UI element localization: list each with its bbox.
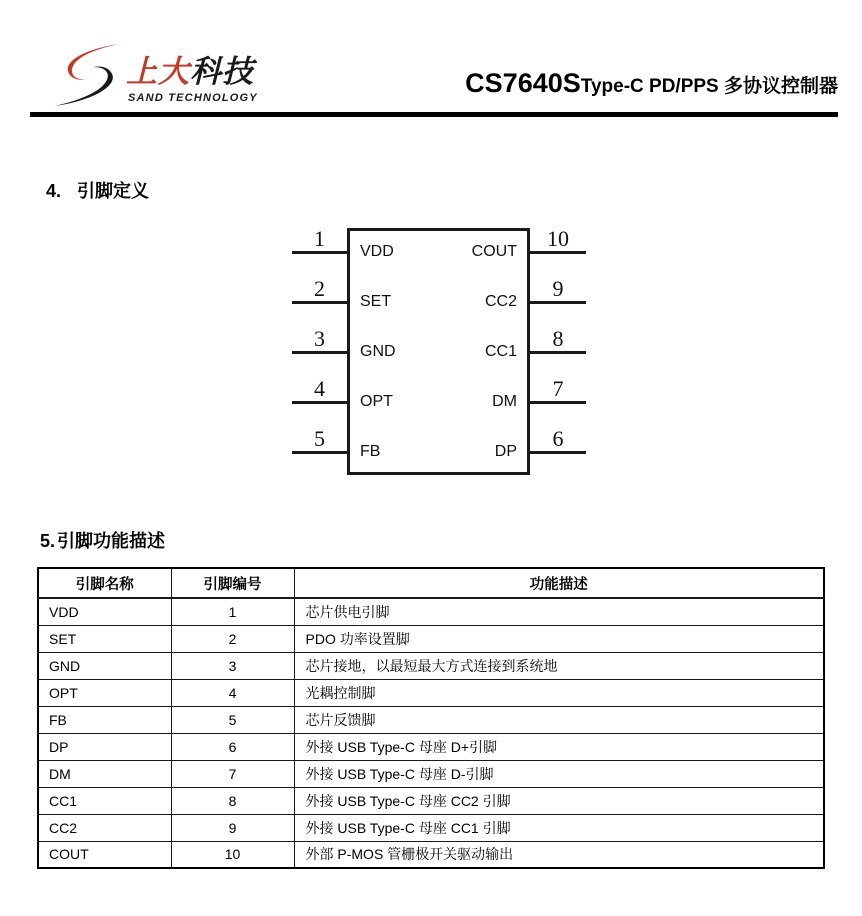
pin-description-cell: 芯片供电引脚 xyxy=(294,598,824,625)
pin-label: SET xyxy=(360,293,392,310)
pin-number: 9 xyxy=(552,276,564,301)
table-row xyxy=(38,679,824,706)
pin-label: COUT xyxy=(471,243,517,260)
section-number: 4. xyxy=(46,181,62,201)
pin-label: FB xyxy=(360,443,381,460)
company-logo xyxy=(50,42,350,108)
section-title: 引脚功能描述 xyxy=(57,531,166,551)
logo-cn-red: 上大 xyxy=(126,54,190,89)
pin-number: 7 xyxy=(552,376,564,401)
pin-description-cell: 外接 USB Type-C 母座 D-引脚 xyxy=(294,760,824,787)
doc-title xyxy=(465,68,838,99)
pin-number-cell: 8 xyxy=(171,787,294,814)
table-row xyxy=(38,733,824,760)
logo-s-icon xyxy=(50,42,132,108)
pin-description-cell: 外接 USB Type-C 母座 D+引脚 xyxy=(294,733,824,760)
pin-description-cell: 光耦控制脚 xyxy=(294,679,824,706)
pin-number: 8 xyxy=(552,326,564,351)
pin-label: CC2 xyxy=(484,293,517,310)
table-row xyxy=(38,598,824,625)
pin-number-cell: 5 xyxy=(171,706,294,733)
pin-lead xyxy=(292,251,347,254)
pin-function-table xyxy=(37,567,825,869)
doc-subtitle: Type-C PD/PPS 多协议控制器 xyxy=(580,76,838,97)
table-row xyxy=(38,706,824,733)
table-row xyxy=(38,814,824,841)
pin-number-cell: 10 xyxy=(171,841,294,868)
pin-description-cell: 外接 USB Type-C 母座 CC2 引脚 xyxy=(294,787,824,814)
pin-lead xyxy=(292,451,347,454)
pin-name-cell: CC1 xyxy=(38,787,171,814)
col-header-pin-name: 引脚名称 xyxy=(38,568,171,598)
section-number: 5. xyxy=(40,531,56,551)
col-header-pin-number: 引脚编号 xyxy=(171,568,294,598)
pin-label: DP xyxy=(494,443,517,460)
pin-name-cell: VDD xyxy=(38,598,171,625)
pin-number-cell: 9 xyxy=(171,814,294,841)
pin-number-cell: 2 xyxy=(171,625,294,652)
table-row xyxy=(38,841,824,868)
pin-number: 1 xyxy=(314,226,325,251)
table-header-row xyxy=(38,568,824,598)
table-row xyxy=(38,652,824,679)
pin-name-cell: FB xyxy=(38,706,171,733)
logo-en-text: SAND TECHNOLOGY xyxy=(128,92,258,104)
table-row xyxy=(38,625,824,652)
pin-number: 3 xyxy=(314,326,325,351)
logo-cn-text xyxy=(126,56,254,87)
pin-lead xyxy=(530,301,586,304)
pin-name-cell: SET xyxy=(38,625,171,652)
pin-description-cell: PDO 功率设置脚 xyxy=(294,625,824,652)
pin-label: GND xyxy=(360,343,396,360)
pin-number: 4 xyxy=(314,376,325,401)
pin-name-cell: GND xyxy=(38,652,171,679)
pin-number: 5 xyxy=(314,426,325,451)
pin-lead xyxy=(292,351,347,354)
pin-lead xyxy=(530,451,586,454)
header-rule xyxy=(30,112,838,117)
section-pin-function-heading xyxy=(40,527,165,553)
pin-number-cell: 1 xyxy=(171,598,294,625)
logo-cn-black: 科技 xyxy=(190,54,254,89)
table-row xyxy=(38,760,824,787)
pin-name-cell: DP xyxy=(38,733,171,760)
pin-name-cell: COUT xyxy=(38,841,171,868)
pin-label: OPT xyxy=(360,393,393,410)
pin-number-cell: 6 xyxy=(171,733,294,760)
pin-description-cell: 芯片接地，以最短最大方式连接到系统地 xyxy=(294,652,824,679)
pin-name-cell: OPT xyxy=(38,679,171,706)
pin-lead xyxy=(292,301,347,304)
section-title: 引脚定义 xyxy=(77,181,150,201)
pin-description-cell: 芯片反馈脚 xyxy=(294,706,824,733)
col-header-pin-description: 功能描述 xyxy=(294,568,824,598)
pin-number: 10 xyxy=(547,226,569,251)
pin-label: VDD xyxy=(360,243,394,260)
pin-number: 6 xyxy=(552,426,564,451)
section-pin-definition-heading xyxy=(46,177,149,203)
part-number: CS7640S xyxy=(465,68,581,98)
pin-label: CC1 xyxy=(484,343,517,360)
pin-number-cell: 3 xyxy=(171,652,294,679)
pin-lead xyxy=(292,401,347,404)
pin-description-cell: 外接 USB Type-C 母座 CC1 引脚 xyxy=(294,814,824,841)
table-row xyxy=(38,787,824,814)
pin-label: DM xyxy=(492,393,517,410)
pin-name-cell: CC2 xyxy=(38,814,171,841)
pin-number-cell: 7 xyxy=(171,760,294,787)
pin-description-cell: 外部 P-MOS 管栅极开关驱动输出 xyxy=(294,841,824,868)
pin-lead xyxy=(530,351,586,354)
pin-lead xyxy=(530,251,586,254)
pin-number-cell: 4 xyxy=(171,679,294,706)
pin-name-cell: DM xyxy=(38,760,171,787)
pin-lead xyxy=(530,401,586,404)
pin-number: 2 xyxy=(314,276,325,301)
